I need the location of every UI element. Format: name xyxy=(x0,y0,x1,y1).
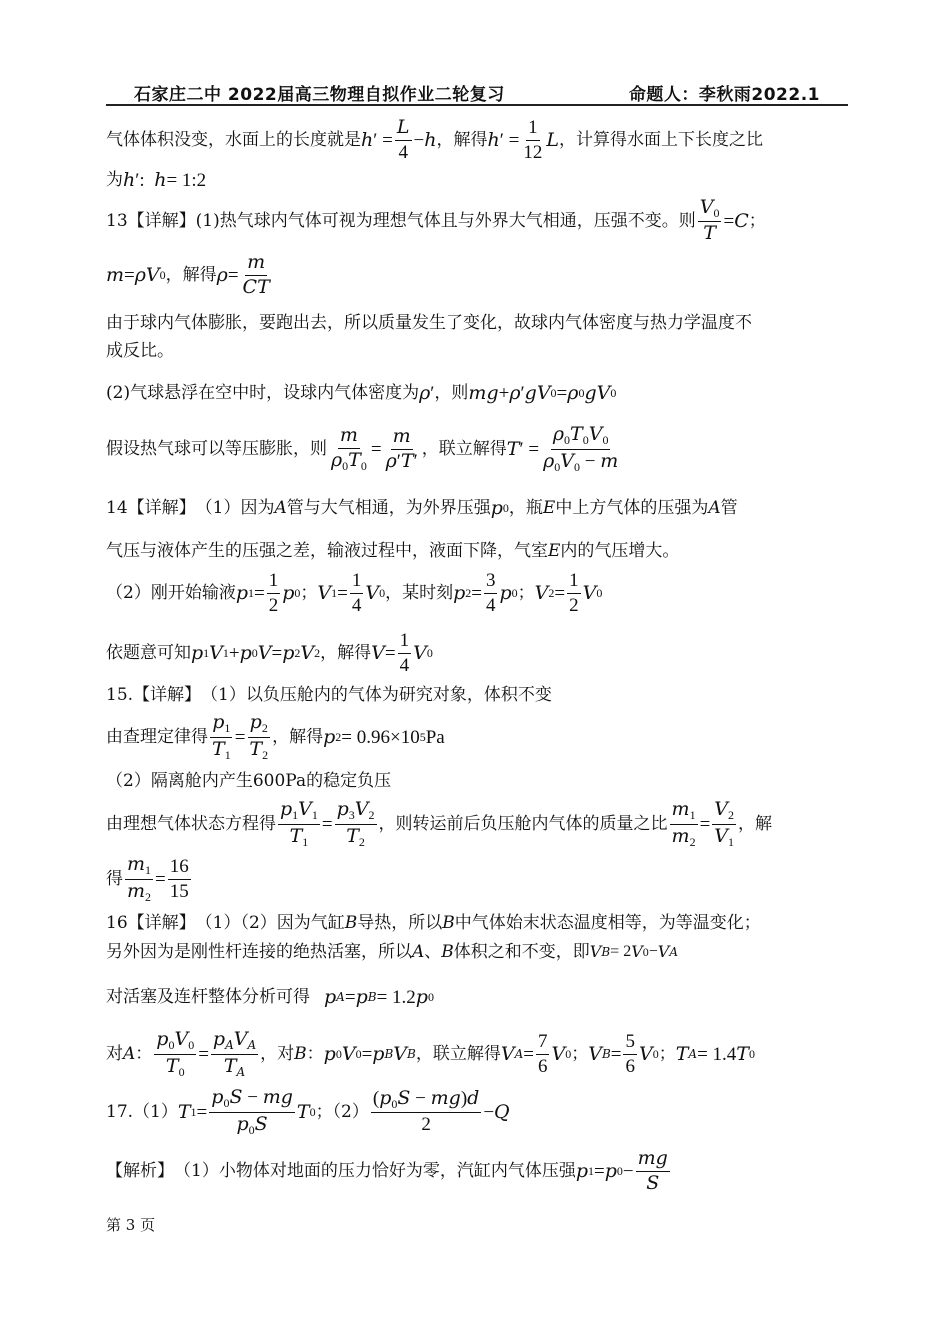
text-line: 由于球内气体膨胀，要跑出去，所以质量发生了变化，故球内气体密度与热力学温度不 xyxy=(106,312,752,333)
text-line: 【解析】 （1）小物体对地面的压力恰好为零，汽缸内气体压强 p 1 = p 0 − $\frac{mg}{S}$ xyxy=(106,1146,668,1194)
text-line: 假设热气球可以等压膨胀，则 $\frac{m}{\rho_0T_0}$ = $\frac{m}{\rho'T'}$ ，联立解得 T ′ = $\frac{\rho_0T_0V_0}{\rho_0V_0 - m}$ xyxy=(106,422,619,474)
text-line: 依题意可知 p 1 V 1 + p 0 V = p 2 V 2 ，解得 V = $\frac{1}{4}$ V 0 xyxy=(106,629,433,676)
text-line: m = ρV 0 ，解得 ρ = $\frac{m}{CT}$ xyxy=(106,250,270,298)
text-line: 对活塞及连杆整体分析可得 p A = p B = 1.2 p 0 xyxy=(106,985,434,1008)
text-line: 成反比。 xyxy=(106,340,174,361)
text-line: （2）刚开始输液 p 1 = $\frac{1}{2}$ p 0 ； V 1 = $\frac{1}{4}$ V 0 ，某时刻 p 2 = $\frac{3}{4}$ p 0 ； V 2 = $\frac{1}{2}$ V 0 xyxy=(106,569,603,616)
text-line: 由查理定律得 $\frac{p_1}{T_1}$ = $\frac{p_2}{T_2}$ ，解得 p 2 = 0.96×10 5 Pa xyxy=(106,710,445,762)
text-line: 气压与液体产生的压强之差，输液过程中，液面下降，气室 E 内的气压增大。 xyxy=(106,540,680,561)
text-line: 得 $\frac{m_1}{m_2}$ = $\frac{16}{15}$ xyxy=(106,852,189,904)
text-line: 13【详解】 (1)热气球内气体可视为理想气体且与外界大气相通，压强不变。则 $\frac{V_0}{T}$ = C ； xyxy=(106,195,766,245)
page-header xyxy=(106,78,848,106)
text-line: (2)气球悬浮在空中时，设球内气体密度为 ρ ′ ，则 mg + ρ ′ gV 0 = ρ 0 gV 0 xyxy=(106,381,617,404)
page-footer: 第 3 页 xyxy=(106,1216,156,1234)
text-line: 另外因为是刚性杆连接的绝热活塞，所以 A 、 B 体积之和不变，即 V B = 2 V 0 − V A xyxy=(106,941,679,962)
text-line: 气体体积没变，水面上的长度就是 h ′ = $\frac{L}{4}$ − h ，解得 h ′ = $\frac{1}{12}$ L ，计算得水面上下长度之比 xyxy=(106,115,763,163)
header-left: 石家庄二中 2022届高三物理自拟作业二轮复习 xyxy=(134,85,505,105)
text-line: 为 h ′: h = 1:2 xyxy=(106,168,207,191)
text-line: 17.（1） T 1 = $\frac{p_0S - mg}{p_0S}$ T 0 ；（2） $\frac{(p_0S - mg)d}{2}$ − Q xyxy=(106,1085,510,1137)
text-line: 对 A ： $\frac{p_0V_0}{T_0}$ = $\frac{p_AV_A}{T_A}$ ，对 B ： p 0 V 0 = p B V B ，联立解得 V A = $\frac{7}{6}$ V 0 ； V B = $\frac{5}{6}$ V 0 ； T A = 1.4 T 0 xyxy=(106,1027,755,1079)
formula: h ′ = $\frac{L}{4}$ − h xyxy=(361,115,437,163)
text-line: 15.【详解】 （1）以负压舱内的气体为研究对象，体积不变 xyxy=(106,684,552,705)
text-line: 由理想气体状态方程得 $\frac{p_1V_1}{T_1}$ = $\frac{p_3V_2}{T_2}$ ，则转运前后负压舱内气体的质量之比 $\frac{m_1}{m_2}$ = $\frac{V_2}{V_1}$ ，解 xyxy=(106,797,773,849)
formula: h ′ = $\frac{1}{12}$ L xyxy=(487,116,559,163)
text-line: 16【详解】 （1）（2）因为气缸 B 导热，所以 B 中气体始末状态温度相等，为等温变化； xyxy=(106,912,761,933)
header-right: 命题人：李秋雨2022.1 xyxy=(628,85,820,105)
text-line: 14【详解】 （1）因为 A 管与大气相通，为外界压强 p 0 ，瓶 E 中上方气体的压强为 A 管 xyxy=(106,496,738,519)
text-line: （2）隔离舱内产生600Pa的稳定负压 xyxy=(106,770,392,791)
